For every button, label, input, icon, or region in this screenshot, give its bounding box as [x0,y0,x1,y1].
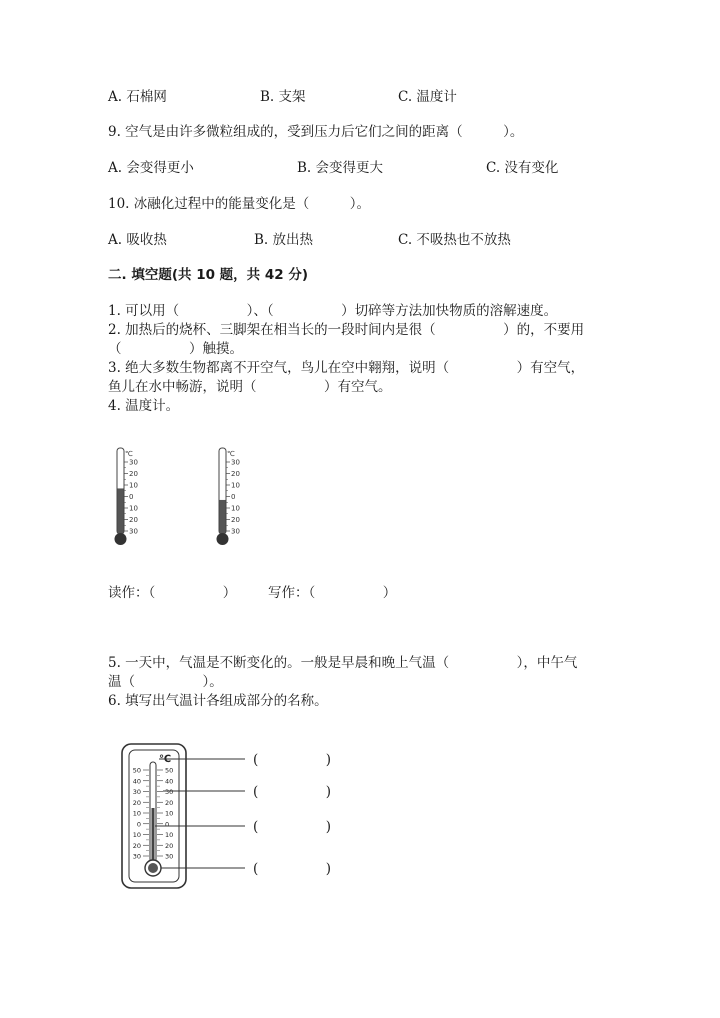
thermometer-tick-label: 30 [129,527,138,536]
q9-option-c: C. 没有变化 [486,160,559,176]
gauge-right-tick-label: 40 [165,777,174,786]
fill-q5-line2: 温（ ）。 [108,674,223,690]
gauge-left-tick-label: 30 [132,788,141,796]
thermometer-tick-label: 0 [129,493,134,501]
q9-option-b: B. 会变得更大 [297,160,384,176]
thermometer-tick-label: 20 [129,470,138,478]
fill-q3-line2: 鱼儿在水中畅游，说明（ ）有空气。 [108,379,392,395]
thermometer-tick-label: 10 [231,481,240,490]
thermometer-right-unit: ℃ [227,450,235,458]
gauge-unit: ℃ [159,754,172,765]
gauge-right-tick-label: 10 [165,831,174,839]
fill-q4: 4. 温度计。 [108,398,180,414]
gauge-left-tick-label: 50 [132,766,141,775]
thermometer-tick-label: 20 [231,516,240,524]
gauge-right-tick-label: 30 [165,788,174,796]
fill-q1: 1. 可以用（ ）、（ ）切碎等方法加快物质的溶解速度。 [108,303,558,319]
gauge-right-tick-label: 30 [165,852,174,861]
fill-q2-line1: 2. 加热后的烧杯、三脚架在相当长的一段时间内是很（ ）的，不要用 [108,322,585,338]
q10-option-c: C. 不吸热也不放热 [398,232,511,248]
gauge-left-tick-label: 20 [132,798,141,807]
thermometer-tick-label: 10 [129,504,138,513]
fill-q2-line2: （ ）触摸。 [108,341,243,357]
thermometer-tick-label: 10 [129,481,138,490]
gauge-left-tick-label: 40 [132,777,141,786]
thermometer-left [108,445,158,550]
q8-option-c: C. 温度计 [398,89,457,105]
q4-read-as: 读作：（ ） [108,585,237,601]
gauge-right-tick-label: 20 [165,798,174,807]
thermometer-left-unit: ℃ [125,450,133,458]
thermometer-tick-label: 10 [231,504,240,513]
q8-option-a: A. 石棉网 [108,89,167,105]
q10-option-a: A. 吸收热 [108,232,167,248]
gauge-blank-1: ( ) [253,752,332,768]
gauge-right-tick-label: 10 [165,809,174,818]
gauge-blank-3: ( ) [253,819,332,835]
gauge-blank-4: ( ) [253,861,332,877]
thermometer-left-liquid [118,488,124,534]
fill-q5-line1: 5. 一天中，气温是不断变化的。一般是早晨和晚上气温（ ），中午气 [108,655,578,671]
q9-option-a: A. 会变得更小 [108,160,194,176]
gauge-left-tick-label: 20 [132,841,141,850]
gauge-left-tick-label: 10 [132,809,141,818]
gauge-right-tick-label: 0 [165,820,170,829]
gauge-left-tick-label: 30 [132,852,141,861]
thermometer-tick-label: 20 [129,516,138,524]
section-title-fill-in: 二. 填空题(共 10 题，共 42 分) [108,267,309,283]
q9-stem: 9. 空气是由许多微粒组成的，受到压力后它们之间的距离（ ）。 [108,124,524,140]
gauge-right-tick-label: 20 [165,841,174,850]
fill-q3-line1: 3. 绝大多数生物都离不开空气，鸟儿在空中翱翔，说明（ ）有空气， [108,360,585,376]
q8-option-b: B. 支架 [260,89,306,105]
gauge-right-tick-label: 50 [165,766,174,775]
thermometer-right-liquid [220,500,226,534]
thermometer-tick-label: 30 [129,458,138,467]
q4-write-as: 写作：（ ） [268,585,397,601]
q10-option-b: B. 放出热 [254,232,314,248]
thermometer-tick-label: 30 [231,458,240,467]
gauge-blank-2: ( ) [253,784,332,800]
thermometer-right [210,445,260,550]
gauge-left-tick-label: 10 [132,831,141,839]
thermometer-tick-label: 30 [231,527,240,536]
thermometer-tick-label: 20 [231,470,240,478]
q10-stem: 10. 冰融化过程中的能量变化是（ ）。 [108,196,371,212]
thermometer-tick-label: 0 [231,493,236,501]
gauge-left-tick-label: 0 [136,820,141,829]
fill-q6: 6. 填写出气温计各组成部分的名称。 [108,693,328,709]
